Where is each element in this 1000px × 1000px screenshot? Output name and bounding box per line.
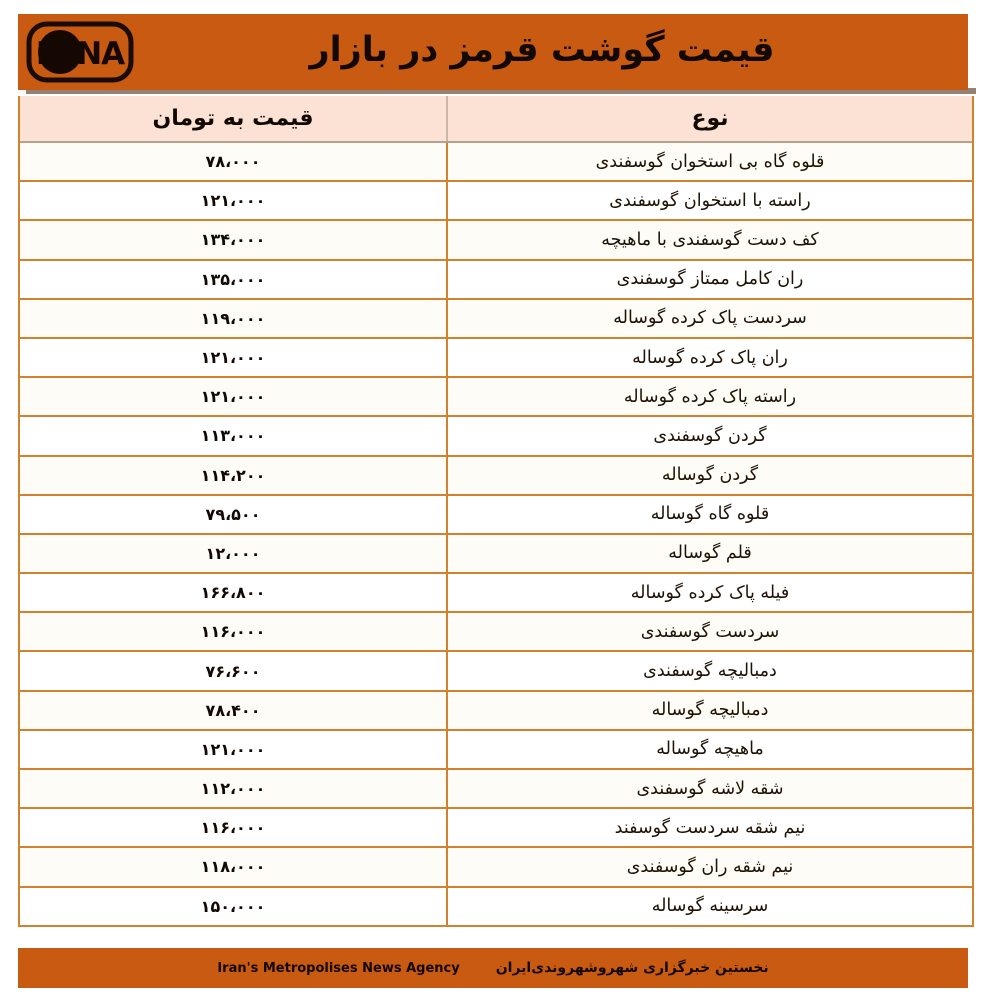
table-row — [20, 770, 972, 809]
footer-tagline-persian: نخستین خبرگزاری شهروشهروندی‌ایران — [495, 960, 769, 976]
table-row — [20, 848, 972, 887]
footer-bar — [18, 948, 968, 988]
table-row — [20, 496, 972, 535]
cell-type: گردن گوسفندی — [446, 417, 972, 454]
cell-price: ۷۹،۵۰۰ — [205, 504, 261, 524]
cell-price: ۱۲۱،۰۰۰ — [200, 387, 266, 407]
imna-logo — [18, 21, 136, 83]
cell-price: ۱۳۵،۰۰۰ — [200, 269, 266, 289]
cell-price: ۱۲۱،۰۰۰ — [200, 348, 266, 368]
table-row — [20, 574, 972, 613]
cell-price: ۷۸،۴۰۰ — [205, 700, 261, 720]
table-row — [20, 613, 972, 652]
column-header-type: نوع — [446, 96, 972, 141]
cell-type: فیله پاک کرده گوساله — [446, 574, 972, 611]
table-row — [20, 692, 972, 731]
cell-price: ۱۳۴،۰۰۰ — [200, 230, 266, 250]
cell-type: راسته پاک کرده گوساله — [446, 378, 972, 415]
cell-type: دمبالیچه گوسفندی — [446, 652, 972, 689]
column-header-price: قیمت به تومان — [152, 106, 314, 131]
cell-type: سردست پاک کرده گوساله — [446, 300, 972, 337]
svg-text:IMNA: IMNA — [35, 36, 125, 72]
table-row — [20, 809, 972, 848]
price-table — [18, 96, 974, 927]
cell-type: ماهیچه گوساله — [446, 731, 972, 768]
cell-price: ۱۲،۰۰۰ — [205, 543, 261, 563]
table-row — [20, 457, 972, 496]
table-row — [20, 888, 972, 927]
cell-type: سردست گوسفندی — [446, 613, 972, 650]
cell-type: سرسینه گوساله — [446, 888, 972, 925]
cell-price: ۱۱۶،۰۰۰ — [200, 818, 266, 838]
table-row — [20, 261, 972, 300]
cell-type: شقه لاشه گوسفندی — [446, 770, 972, 807]
table-row — [20, 300, 972, 339]
footer-tagline-english: Iran's Metropolises News Agency — [217, 960, 460, 976]
cell-type: قلم گوساله — [446, 535, 972, 572]
cell-type: گردن گوساله — [446, 457, 972, 494]
table-row — [20, 417, 972, 456]
cell-price: ۱۵۰،۰۰۰ — [200, 896, 266, 916]
table-row — [20, 339, 972, 378]
cell-type: نیم شقه سردست گوسفند — [446, 809, 972, 846]
table-row — [20, 652, 972, 691]
cell-price: ۱۱۸،۰۰۰ — [200, 857, 266, 877]
cell-price: ۱۱۳،۰۰۰ — [200, 426, 266, 446]
page-title: قیمت گوشت قرمز در بازار — [309, 30, 775, 70]
cell-price: ۷۸،۰۰۰ — [205, 152, 261, 172]
table-row — [20, 221, 972, 260]
cell-type: راسته با استخوان گوسفندی — [446, 182, 972, 219]
table-row — [20, 731, 972, 770]
cell-price: ۷۶،۶۰۰ — [205, 661, 261, 681]
cell-type: ران پاک کرده گوساله — [446, 339, 972, 376]
cell-type: ران کامل ممتاز گوسفندی — [446, 261, 972, 298]
header-bar — [18, 14, 968, 90]
cell-price: ۱۱۹،۰۰۰ — [200, 308, 266, 328]
table-header-row — [20, 96, 972, 143]
cell-price: ۱۱۶،۰۰۰ — [200, 622, 266, 642]
cell-type: کف دست گوسفندی با ماهیچه — [446, 221, 972, 258]
cell-price: ۱۲۱،۰۰۰ — [200, 739, 266, 759]
table-row — [20, 182, 972, 221]
cell-price: ۱۶۶،۸۰۰ — [200, 583, 266, 603]
cell-price: ۱۱۲،۰۰۰ — [200, 779, 266, 799]
table-row — [20, 378, 972, 417]
imna-logo-icon — [26, 21, 134, 83]
cell-type: قلوه گاه گوساله — [446, 496, 972, 533]
cell-price: ۱۱۴،۲۰۰ — [200, 465, 266, 485]
cell-price: ۱۲۱،۰۰۰ — [200, 191, 266, 211]
cell-type: دمبالیچه گوساله — [446, 692, 972, 729]
cell-type: نیم شقه ران گوسفندی — [446, 848, 972, 885]
table-row — [20, 143, 972, 182]
cell-type: قلوه گاه بی استخوان گوسفندی — [446, 143, 972, 180]
table-row — [20, 535, 972, 574]
